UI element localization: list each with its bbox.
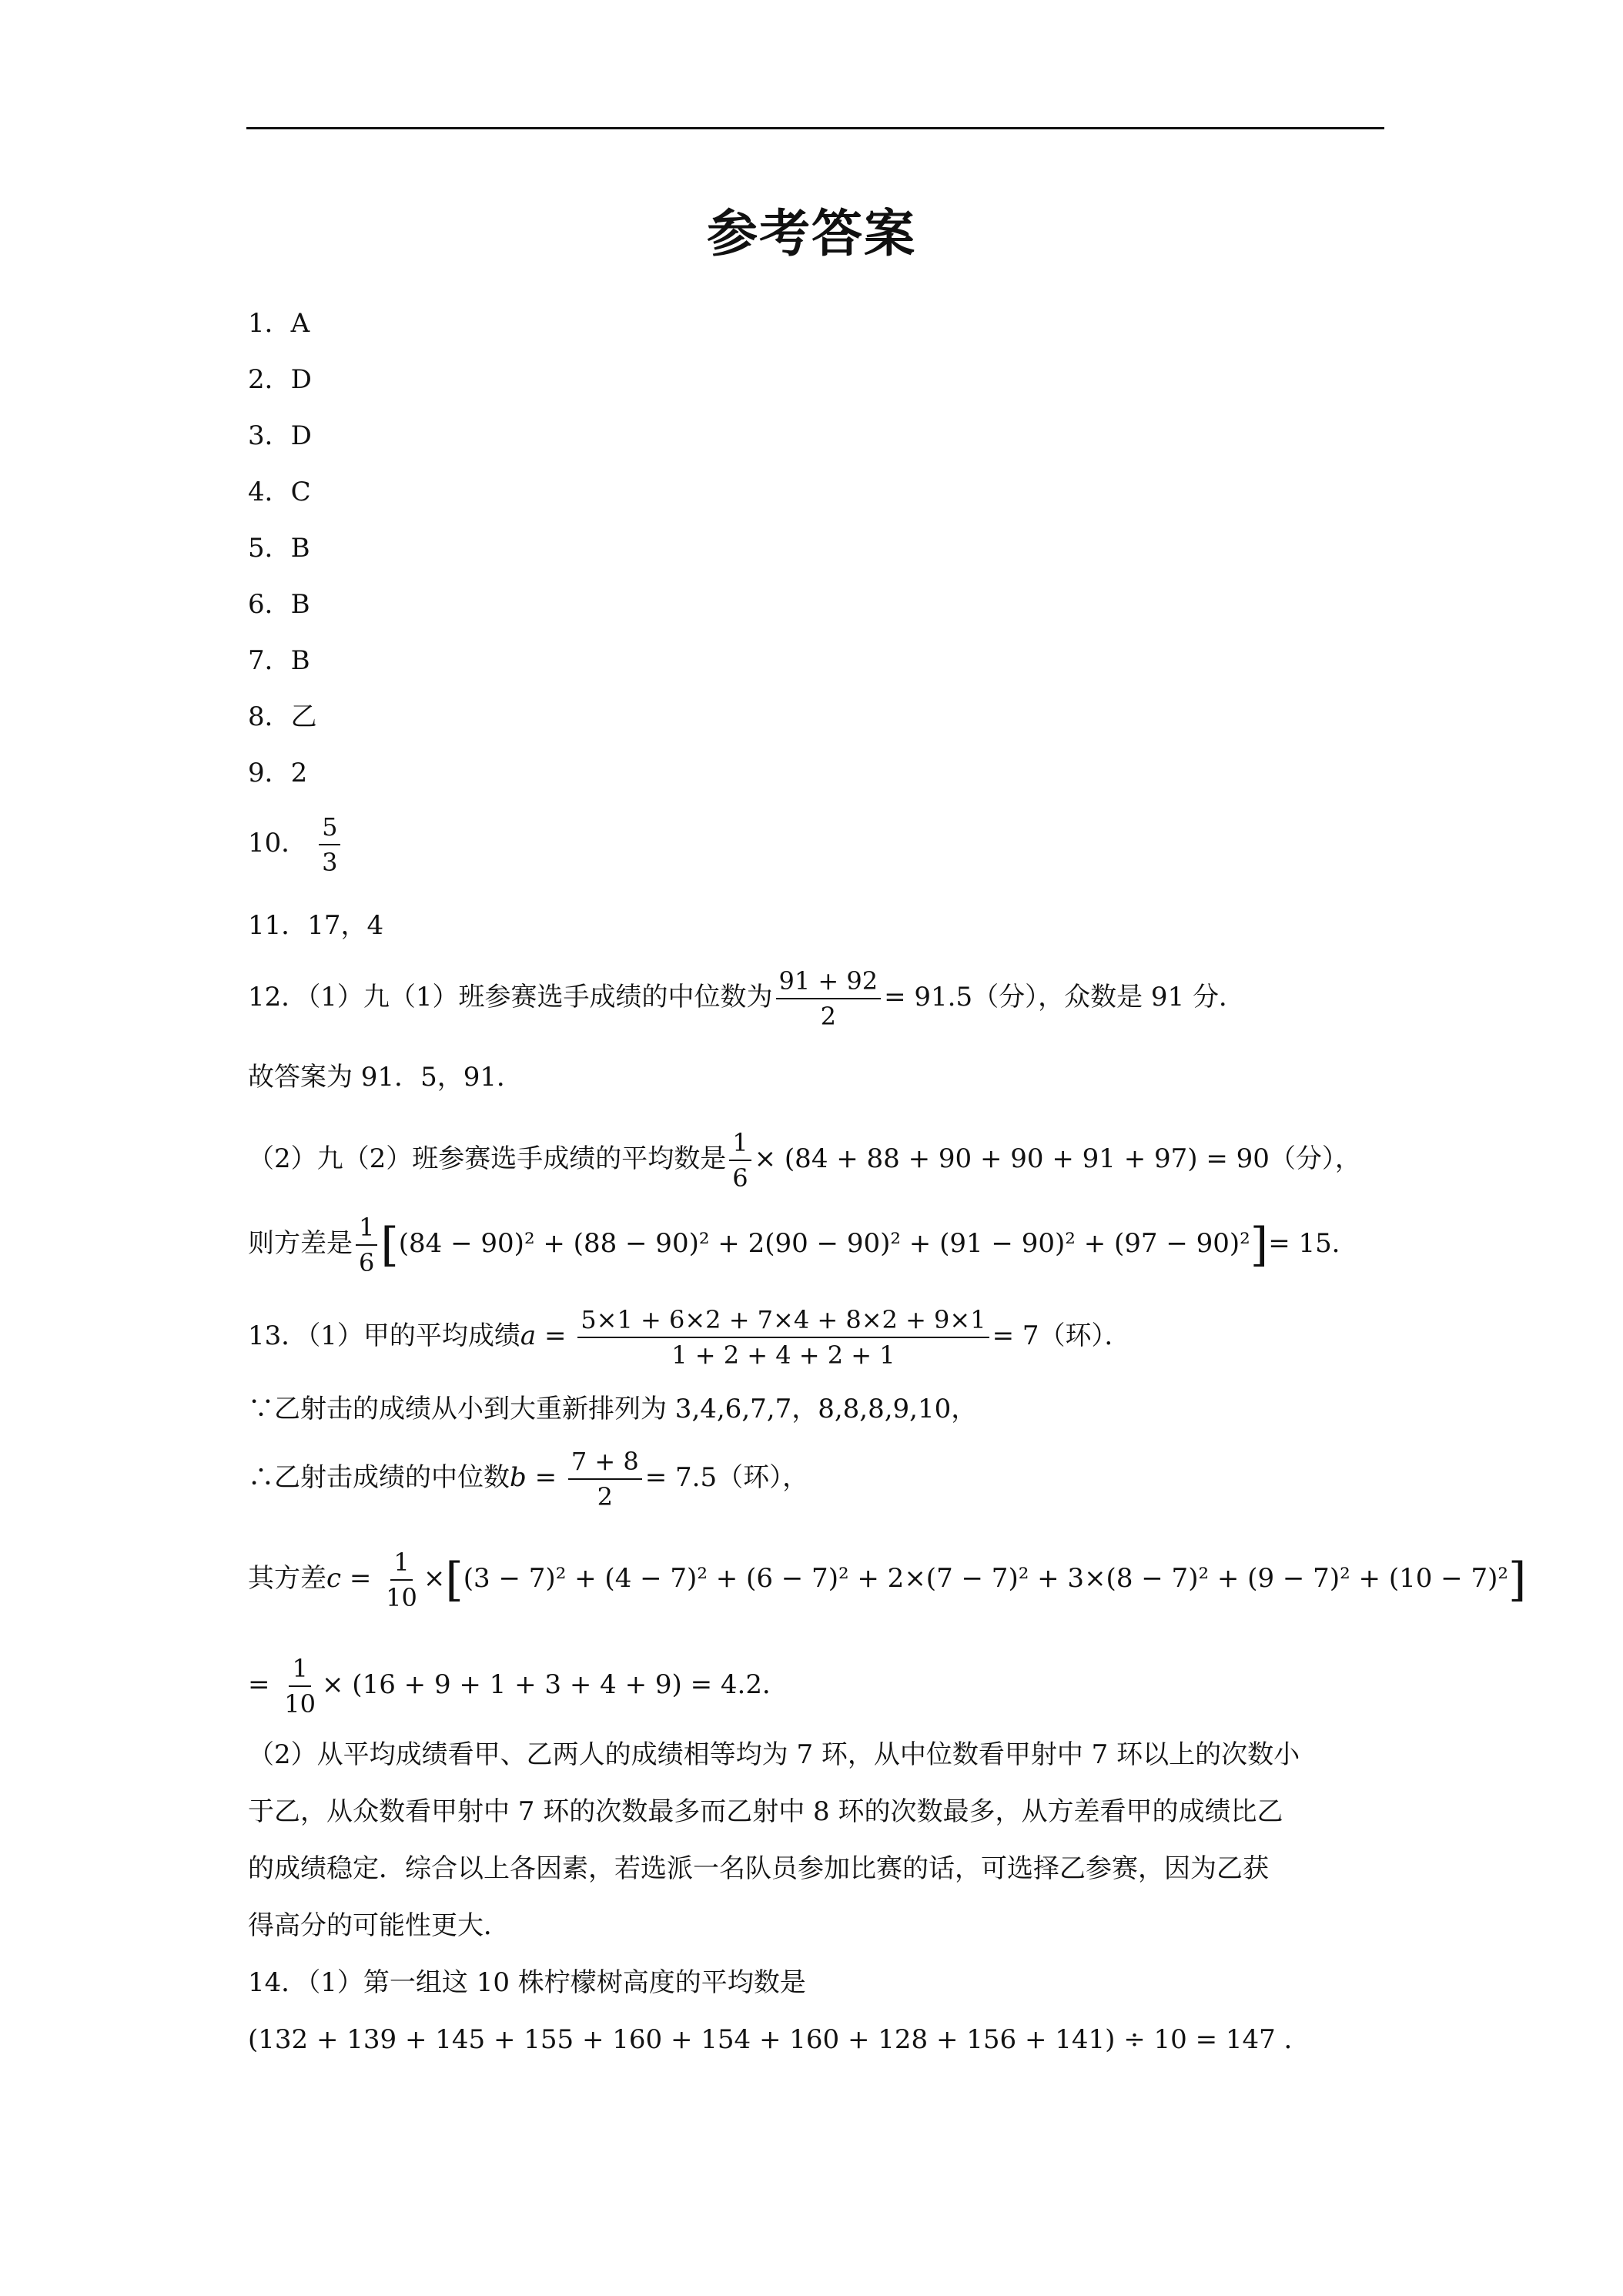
q13-median-text: ∴乙射击成绩的中位数 [248,1462,510,1493]
page-title: 参考答案 [707,204,916,263]
fraction-denominator: 10 [386,1583,417,1612]
answer-10-prefix: 10． [248,828,308,858]
answer-7: 7．B [248,645,310,676]
fraction-numerator: 1 [356,1210,377,1246]
q13-median: ∴乙射击成绩的中位数b = $\frac{7 + 8}{2}$ = 7.5（环）， [248,1444,808,1514]
header-rule [246,127,1384,129]
left-bracket: [ [380,1218,399,1272]
answer-5: 5．B [248,533,310,564]
fraction [281,1652,319,1721]
q13-since: ∵乙射击的成绩从小到大重新排列为 3,4,6,7,7，8,8,8,9,10， [248,1394,978,1424]
q12-part1 [248,964,1245,1033]
fraction-denominator: 2 [597,1482,613,1511]
fraction [729,1126,751,1195]
q12-part2 [248,1126,1361,1195]
fraction [568,1444,642,1514]
q13-part1-text: 13．（1）甲的平均成绩 [248,1320,520,1351]
q12-variance-text: 则方差是 [248,1228,353,1259]
fraction-numerator: 5×1 + 6×2 + 7×4 + 8×2 + 9×1 [577,1303,989,1338]
q12-variance [248,1210,1358,1280]
q12-part2-result: × (84 + 88 + 90 + 90 + 91 + 97) = 90（分）， [754,1143,1361,1174]
fraction-numerator: 1 [390,1545,412,1581]
left-bracket: [ [445,1553,463,1607]
q13-part1-result: = 7（环）． [992,1320,1131,1351]
variable-b: b [510,1462,527,1493]
q12-variance-result: = 15． [1268,1228,1358,1259]
fraction-denominator: 2 [820,1002,836,1031]
fraction-denominator: 10 [284,1689,316,1719]
fraction [356,1210,377,1280]
q13-paragraph-line: （2）从平均成绩看甲、乙两人的成绩相等均为 7 环，从中位数看甲射中 7 环以上的次数小 [248,1739,1300,1770]
answer-6: 6．B [248,589,310,620]
answer-3: 3．D [248,420,312,451]
fraction [383,1545,420,1615]
answer-8: 8．乙 [248,701,317,732]
fraction-numerator: 5 [319,810,340,845]
q13-variance: 其方差c = $\frac{1}{10}$ ×[(3 − 7)² + (4 − 7)² + (6 − 7)² + 2×(7 − 7)² + 3×(8 − 7)² + (9 − 7)² + (10 − 7)²] [248,1545,1526,1615]
q13-paragraph-line: 得高分的可能性更大． [248,1910,510,1941]
q13-variance-result: = $\frac{1}{10}$ × (16 + 9 + 1 + 3 + 4 + 9) = 4.2． [248,1652,788,1721]
right-bracket: ] [1508,1553,1527,1607]
answer-2: 2．D [248,364,312,395]
answer-1: 1．A [248,308,310,339]
fraction [577,1303,989,1372]
q13-part1: 13．（1）甲的平均成绩a = $\frac{5\times 1 + 6\times 2 + 7\times 4 + 8\times 2 + 9\times 1}{1 + 2 + 4 + 2 + 1}$ = 7（环）． [248,1303,1131,1372]
q13-paragraph-line: 于乙，从众数看甲射中 7 环的次数最多而乙射中 8 环的次数最多，从方差看甲的成绩比乙 [248,1796,1283,1827]
fraction-numerator: 91 + 92 [776,964,882,999]
q13-variance-expr: (3 − 7)² + (4 − 7)² + (6 − 7)² + 2×(7 − 7)² + 3×(8 − 7)² + (9 − 7)² + (10 − 7)² [463,1563,1508,1594]
variable-c: c [326,1563,342,1594]
q13-variance-text: 其方差 [248,1563,326,1594]
fraction [319,810,340,879]
q12-part1-text: 12．（1）九（1）班参赛选手成绩的中位数为 [248,982,773,1012]
fraction [776,964,882,1033]
q13-variance-calc: × (16 + 9 + 1 + 3 + 4 + 9) = 4.2． [322,1669,788,1700]
q12-part2-text: （2）九（2）班参赛选手成绩的平均数是 [248,1143,727,1174]
q12-variance-expr: (84 − 90)² + (88 − 90)² + 2(90 − 90)² + (91 − 90)² + (97 − 90)² [398,1228,1250,1259]
fraction-numerator: 1 [729,1126,751,1161]
fraction-denominator: 6 [732,1163,748,1193]
answer-11: 11．17，4 [248,910,384,941]
right-bracket: ] [1250,1218,1269,1272]
answer-10 [248,810,343,879]
fraction-denominator: 1 + 2 + 4 + 2 + 1 [671,1340,895,1370]
q12-part1-result: = 91.5（分），众数是 91 分． [884,982,1246,1012]
variable-a: a [520,1320,537,1351]
fraction-numerator: 1 [289,1652,310,1687]
q13-median-result: = 7.5（环）， [644,1462,809,1493]
q14-line2: (132 + 139 + 145 + 155 + 160 + 154 + 160 + 128 + 156 + 141) ÷ 10 = 147 ． [248,2024,1310,2055]
q14-line1: 14．（1）第一组这 10 株柠檬树高度的平均数是 [248,1967,806,1998]
q12-conclusion: 故答案为 91．5，91． [248,1062,523,1093]
q13-paragraph-line: 的成绩稳定．综合以上各因素，若选派一名队员参加比赛的话，可选择乙参赛，因为乙获 [248,1853,1269,1884]
answer-9: 9．2 [248,758,308,788]
answer-4: 4．C [248,477,311,507]
fraction-denominator: 6 [359,1248,375,1277]
fraction-numerator: 7 + 8 [568,1444,642,1480]
fraction-denominator: 3 [322,848,338,877]
